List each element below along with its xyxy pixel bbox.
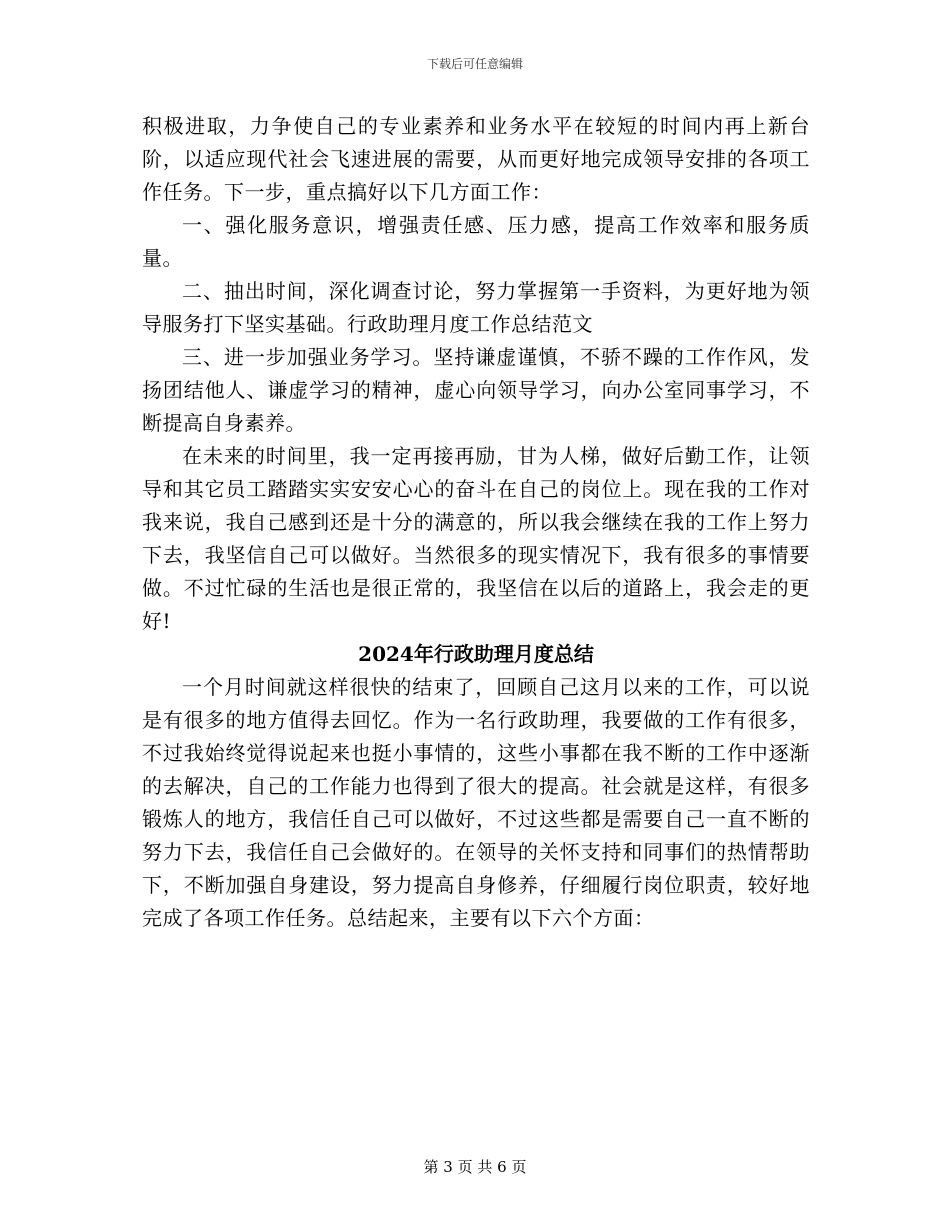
paragraph-item-three: 三、进一步加强业务学习。坚持谦虚谨慎，不骄不躁的工作作风，发扬团结他人、谦虚学习的精神，虚心向领导学习，向办公室同事学习，不断提高自身素养。 [142, 345, 810, 435]
paragraph-summary-intro: 一个月时间就这样很快的结束了，回顾自己这月以来的工作，可以说是有很多的地方值得去回忆。作为一名行政助理，我要做的工作有很多，不过我始终觉得说起来也挺小事情的，这些小事都在我不断的工作中逐渐的去解决，自己的工作能力也得到了很大的提高。社会就是这样，有很多锻炼人的地方，我信任自己可以做好，不过这些都是需要自己一直不断的努力下去，我信任自己会做好的。在领导的关怀支持和同事们的热情帮助下，不断加强自身建设，努力提高自身修养，仔细履行岗位职责，较好地完成了各项工作任务。总结起来，主要有以下六个方面： [142, 675, 810, 930]
paragraph-item-two: 二、抽出时间，深化调查讨论，努力掌握第一手资料，为更好地为领导服务打下坚实基础。行政助理月度工作总结范文 [142, 279, 810, 336]
paragraph-future: 在未来的时间里，我一定再接再励，甘为人梯，做好后勤工作，让领导和其它员工踏踏实实安安心心的奋斗在自己的岗位上。现在我的工作对我来说，我自己感到还是十分的满意的，所以我会继续在我的工作上努力下去，我坚信自己可以做好。当然很多的现实情况下，我有很多的事情要做。不过忙碌的生活也是很正常的，我坚信在以后的道路上，我会走的更好! [142, 444, 810, 633]
page-header-note: 下载后可任意编辑 [426, 57, 523, 71]
paragraph-item-one: 一、强化服务意识，增强责任感、压力感，提高工作效率和服务质量。 [142, 213, 810, 270]
paragraph-continuation: 积极进取，力争使自己的专业素养和业务水平在较短的时间内再上新台阶，以适应现代社会飞速进展的需要，从而更好地完成领导安排的各项工作任务。下一步，重点搞好以下几方面工作： [142, 114, 810, 204]
page-number-footer: 第 3 页 共 6 页 [423, 1158, 527, 1176]
section-title: 2024年行政助理月度总结 [358, 642, 594, 666]
document-body [142, 110, 810, 935]
